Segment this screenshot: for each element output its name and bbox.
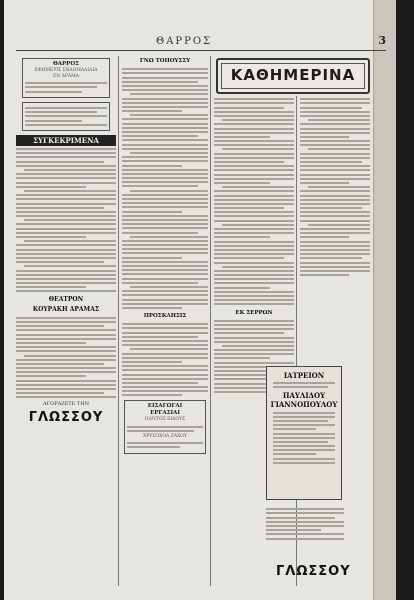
column-left: [16, 56, 116, 590]
masthead: [16, 36, 386, 51]
sub-heading: ΘΕΑΤΡΟΝ: [48, 295, 84, 303]
running-title: ΘΑΡΡΟΣ: [156, 36, 213, 47]
page-number: 3: [378, 34, 386, 47]
article-text: [122, 68, 208, 309]
article-heading: ΠΡΟΣΚΛΗΣΙΣ: [143, 313, 187, 320]
subscription-box: [22, 102, 110, 131]
ad-line: ΕΡΓΑΣΙΑΙ: [150, 410, 180, 417]
article-text: [122, 323, 208, 396]
section-title-box: [216, 58, 370, 94]
box-line: ΕΦΗΜΕΡΙΣ ΕΒΔΟΜΑΔΙΑΙΑ: [34, 68, 98, 73]
info-box: [22, 58, 110, 98]
box-line: ΕΝ ΔΡΑΜΑ: [52, 74, 80, 79]
article-text: [266, 506, 344, 542]
article-text: [16, 148, 116, 292]
column-middle: [122, 56, 208, 590]
bottom-label: ΑΓΟΡΑΖΕΤΕ ΤΗΝ: [43, 400, 89, 407]
column-rule: [210, 56, 211, 586]
column-right-b: [300, 96, 370, 360]
article-text: [16, 317, 116, 399]
column-rule: [118, 56, 119, 586]
ad-title: ΙΑΤΡΕΙΟΝ: [283, 371, 325, 380]
box-title: ΘΑΡΡΟΣ: [52, 61, 79, 67]
ad-line: ΕΙΣΑΓΩΓΑΙ: [147, 403, 183, 410]
article-text: [300, 98, 370, 276]
section-heading: ΣΥΓΚΕΚΡΙΜΕΝΑ: [16, 135, 116, 146]
ad-line: ΧΡΥΣΟΧΟΑ ΖΑΧΟΥ: [143, 434, 187, 439]
ad-name: ΓΙΑΝΝΟΠΟΥΛΟΥ: [270, 399, 338, 409]
article-heading: ΕΚ ΣΕΡΡΩΝ: [235, 309, 273, 316]
sub-heading: ΚΟΥΡΑΚΗ ΔΡΑΜΑΣ: [32, 305, 100, 313]
bottom-word: ΓΛΩΣΣΟΥ: [28, 409, 104, 425]
ad-line: ΠΑΝΤΟΣ ΕΙΔΟΥΣ: [144, 417, 186, 423]
ad-name: ΠΑΥΛΙΔΟΥ: [282, 390, 326, 400]
page-margin: [373, 0, 396, 600]
section-title: ΚΑΘΗΜΕΡΙΝΑ: [230, 66, 356, 84]
doctor-advertisement: [266, 366, 342, 500]
article-heading: ΓΝΩ ΤΟΠΟΥΣΣΥ: [139, 58, 191, 64]
newspaper-page: [4, 0, 396, 600]
article-text: [214, 98, 294, 305]
bottom-word-right: ΓΛΩΣΣΟΥ: [276, 564, 351, 579]
advertisement-box: [124, 400, 206, 453]
